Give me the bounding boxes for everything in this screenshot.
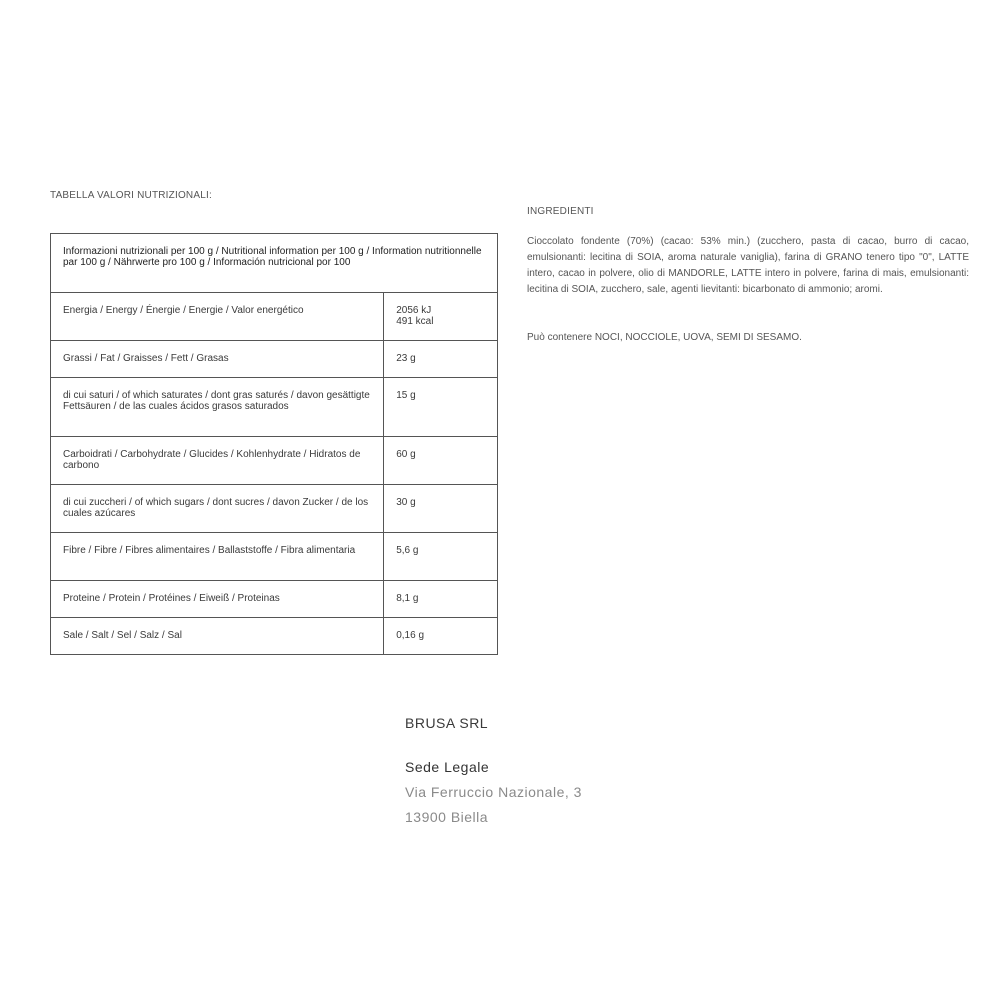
- row-label: Sale / Salt / Sel / Salz / Sal: [51, 618, 384, 655]
- row-value: [384, 293, 498, 341]
- nutrition-table-title: TABELLA VALORI NUTRIZIONALI:: [50, 190, 212, 201]
- table-row-salt: [51, 618, 498, 655]
- table-row-saturates: [51, 378, 498, 437]
- address-city: 13900 Biella: [405, 809, 489, 825]
- row-value: 5,6 g: [384, 533, 498, 581]
- table-header-cell: Informazioni nutrizionali per 100 g / Nutritional information per 100 g / Information nutritionnelle par 100 g / Nährwerte pro 100 g / Información nutricional por 100: [51, 234, 498, 293]
- row-label: di cui zuccheri / of which sugars / dont sucres / davon Zucker / de los cuales azúcares: [51, 485, 384, 533]
- energy-kcal: 491 kcal: [396, 316, 434, 327]
- row-label: Energia / Energy / Énergie / Energie / Valor energético: [51, 293, 384, 341]
- row-value: 30 g: [384, 485, 498, 533]
- row-value: 0,16 g: [384, 618, 498, 655]
- table-row-carbohydrate: [51, 437, 498, 485]
- company-name: BRUSA SRL: [405, 715, 489, 731]
- row-value: 60 g: [384, 437, 498, 485]
- row-label: Fibre / Fibre / Fibres alimentaires / Ballaststoffe / Fibra alimentaria: [51, 533, 384, 581]
- table-row-fat: [51, 341, 498, 378]
- ingredients-title: INGREDIENTI: [527, 206, 594, 217]
- address-street: Via Ferruccio Nazionale, 3: [405, 784, 582, 800]
- row-label: Carboidrati / Carbohydrate / Glucides / Kohlenhydrate / Hidratos de carbono: [51, 437, 384, 485]
- row-label: di cui saturi / of which saturates / dont gras saturés / davon gesättigte Fettsäuren / de las cuales ácidos grasos saturados: [51, 378, 384, 437]
- row-label: Proteine / Protein / Protéines / Eiweiß / Proteinas: [51, 581, 384, 618]
- table-row-protein: [51, 581, 498, 618]
- nutrition-table: [50, 233, 498, 655]
- row-value: 15 g: [384, 378, 498, 437]
- table-header-row: [51, 234, 498, 293]
- table-row-sugars: [51, 485, 498, 533]
- row-value: 23 g: [384, 341, 498, 378]
- company-info: [405, 715, 582, 834]
- row-value: 8,1 g: [384, 581, 498, 618]
- row-label: Grassi / Fat / Graisses / Fett / Grasas: [51, 341, 384, 378]
- allergens-note: Può contenere NOCI, NOCCIOLE, UOVA, SEMI DI SESAMO.: [527, 332, 802, 343]
- ingredients-text: Cioccolato fondente (70%) (cacao: 53% min.) (zucchero, pasta di cacao, burro di cacao, emulsionanti: lecitina di SOIA, aroma naturale vaniglia), farina di GRANO tenero tipo "0", LATTE intero, cacao in polvere, olio di MANDORLE, LATTE intero in polvere, farina di mais, emulsionanti: lecitina di SOIA, zucchero, sale, agenti lievitanti: bicarbonato di ammonio; aromi.: [527, 236, 969, 295]
- energy-kj: 2056 kJ: [396, 305, 432, 316]
- registered-office-label: Sede Legale: [405, 759, 490, 775]
- table-row-fibre: [51, 533, 498, 581]
- table-row-energy: [51, 293, 498, 341]
